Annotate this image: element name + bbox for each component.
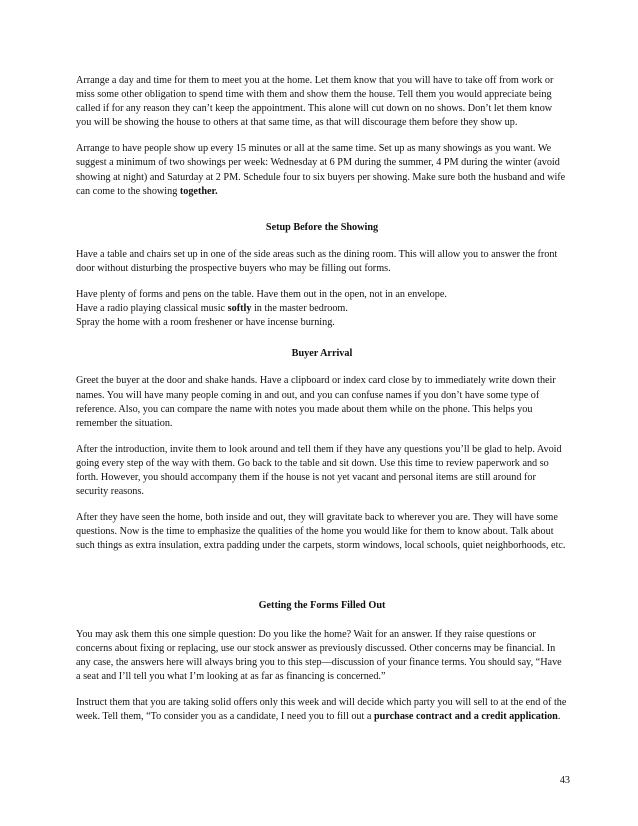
heading-buyer-arrival: Buyer Arrival	[291, 348, 353, 360]
line-radio-music	[76, 302, 568, 316]
heading-setup-before-showing: Setup Before the Showing	[265, 221, 379, 233]
paragraph-arrange-meeting: Arrange a day and time for them to meet you at the home. Let them know that you will have to take off from work or miss some other obligation to spend time with them and show them the house. Tell them you would appreciate being called if for any reason they can’t keep the appointment. This alone will cut down on no shows. Don’t let them know you will be showing the house to others at that same time, as that will discourage them before they show up.	[76, 75, 554, 129]
paragraph-solid-offers-pre: Instruct them that you are taking solid offers only this week and will decide which party you will sell to at the end of the week. Tell them, “To consider you as a candidate, I need you to fill out a	[76, 696, 567, 722]
paragraph-after-seen-home: After they have seen the home, both inside and out, they will gravitate back to wherever you are. They will have some questions. Now is the time to emphasize the qualities of the home you would like for them to know about. Talk about such things as extra insulation, extra padding under the carpets, storm windows, local schools, quiet neighborhoods, etc.	[76, 512, 566, 552]
paragraph-showing-schedule	[76, 142, 568, 198]
line-room-freshener: Spray the home with a room freshener or have incense burning.	[76, 317, 335, 329]
emphasis-purchase-contract: purchase contract and a credit application	[373, 711, 558, 722]
paragraph-solid-offers-post: .	[557, 711, 561, 722]
paragraph-simple-question: You may ask them this one simple question: Do you like the home? Wait for an answer. If they raise questions or concerns about fixing or replacing, use our stock answer as previously discussed. Other concerns may be financial. In any case, the answers here will always bring you to this step—discussion of your finance terms. You should say, “Have a seat and I’ll tell you what I’m looking at as far as financing is concerned.”	[76, 628, 562, 682]
paragraph-table-setup: Have a table and chairs set up in one of the side areas such as the dining room. This will allow you to answer the front door without disturbing the prospective buyers who may be filling out forms.	[76, 248, 558, 274]
page-body	[76, 74, 568, 736]
heading-getting-forms-filled: Getting the Forms Filled Out	[258, 600, 386, 612]
page-number: 43	[559, 775, 570, 786]
paragraph-showing-schedule-text: Arrange to have people show up every 15 minutes or all at the same time. Set up as many showings as you want. We suggest a minimum of two showings per week: Wednesday at 6 PM during the summer, 4 PM during the winter (avoid showing at night) and Saturday at 2 PM. Schedule four to six buyers per showing. Make sure both the husband and wife can come to the showing	[76, 143, 566, 197]
line-radio-music-post: in the master bedroom.	[251, 303, 348, 315]
paragraph-greet-buyer: Greet the buyer at the door and shake hands. Have a clipboard or index card close by to immediately write down their names. You will have many people coming in and out, and you can confuse names if you don’t have some type of reference. Also, you can compare the name with notes you made about them while on the phone. This helps you remember the situation.	[76, 375, 556, 429]
emphasis-softly: softly	[227, 303, 252, 315]
line-radio-music-pre: Have a radio playing classical music	[76, 303, 228, 315]
line-forms-and-pens: Have plenty of forms and pens on the table. Have them out in the open, not in an envelope.	[76, 289, 447, 301]
paragraph-after-introduction: After the introduction, invite them to look around and tell them if they have any questions you’ll be glad to help. Avoid going every step of the way with them. Go back to the table and sit down. Use this time to review paperwork and so forth. However, you should accompany them if the house is not yet vacant and personal items are still around for security reasons.	[76, 443, 562, 498]
paragraph-solid-offers	[76, 696, 568, 724]
emphasis-together: together.	[179, 185, 218, 197]
